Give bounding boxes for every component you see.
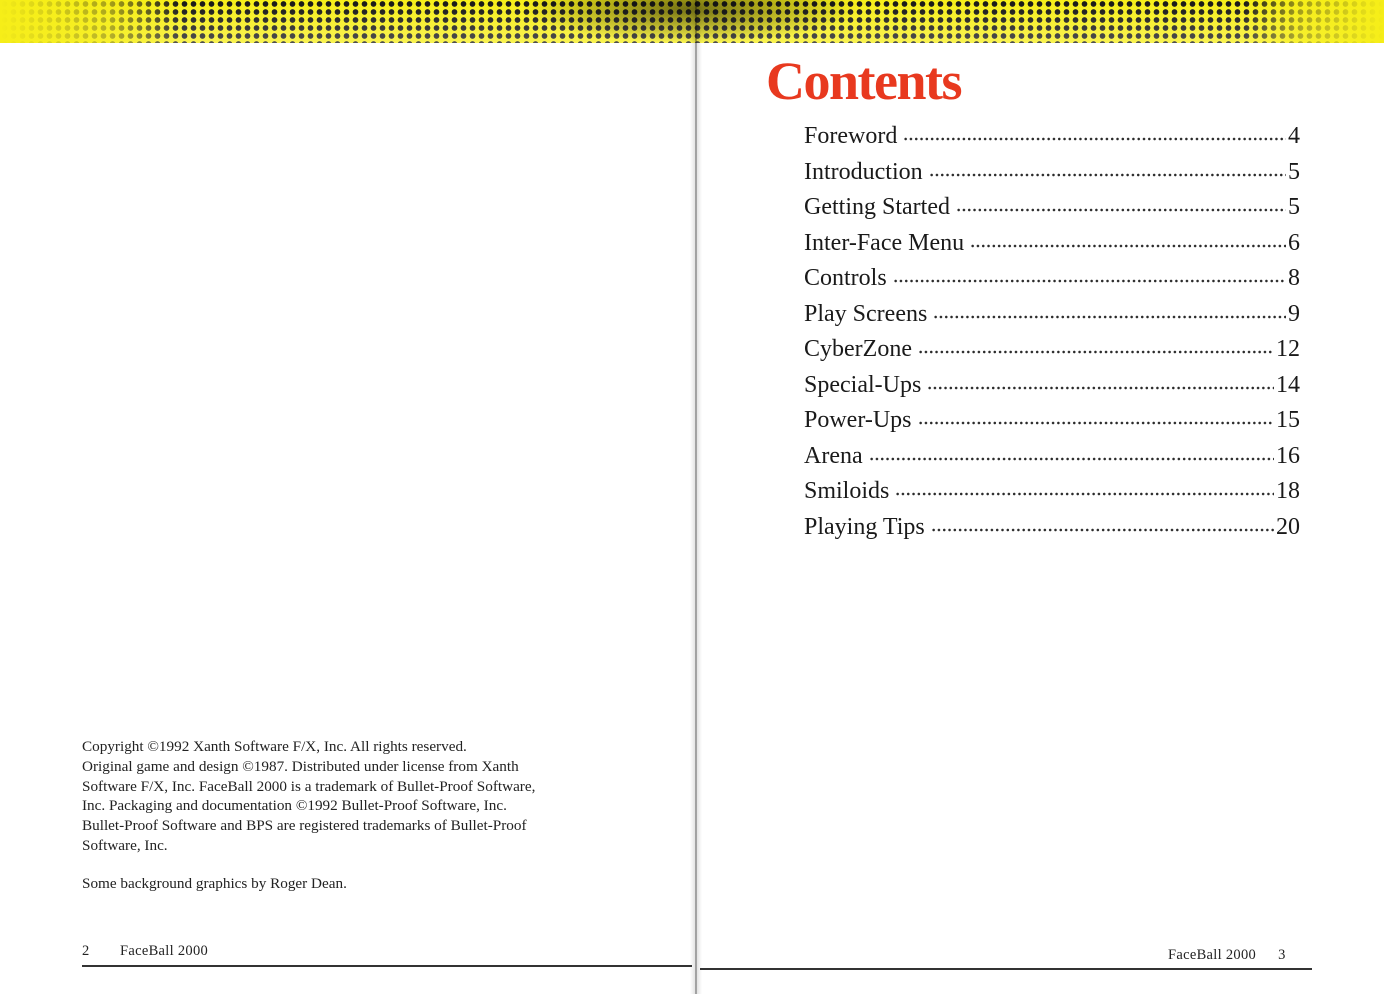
toc-entry[interactable] [804, 301, 1300, 337]
toc-entry[interactable] [804, 265, 1300, 301]
toc-entry[interactable] [804, 443, 1300, 479]
toc-page-number: 5 [1288, 194, 1300, 220]
dot-leader [956, 207, 1286, 213]
copyright-line: Inc. Packaging and documentation ©1992 Bullet-Proof Software, Inc. [82, 797, 507, 815]
toc-entry[interactable] [804, 372, 1300, 408]
toc-label: Play Screens [804, 300, 928, 327]
graphics-credit: Some background graphics by Roger Dean. [82, 875, 347, 892]
footer-rule [82, 965, 692, 967]
toc-page-number: 6 [1288, 229, 1300, 256]
dot-leader [895, 491, 1274, 497]
footer-title: FaceBall 2000 [120, 943, 209, 959]
page-number: 3 [1278, 947, 1286, 963]
toc-entry[interactable] [804, 336, 1300, 372]
toc-label: Arena [804, 442, 863, 469]
toc-label: Foreword [804, 123, 898, 149]
toc-page-number: 5 [1288, 158, 1300, 185]
toc-entry[interactable] [804, 230, 1300, 266]
toc-label: Smiloids [804, 478, 890, 504]
footer-rule [700, 968, 1312, 970]
dot-leader [869, 456, 1274, 462]
dot-leader [970, 243, 1286, 249]
copyright-line: Copyright ©1992 Xanth Software F/X, Inc. All rights reserved. [82, 738, 467, 755]
dot-leader [931, 527, 1274, 533]
left-page [0, 43, 692, 994]
dot-leader [927, 385, 1274, 391]
copyright-line: Software, Inc. [82, 836, 168, 854]
right-page [700, 43, 1384, 994]
toc-page-number: 20 [1276, 513, 1300, 540]
table-of-contents [804, 123, 1300, 549]
dot-leader [893, 278, 1286, 284]
toc-entry[interactable] [804, 514, 1300, 550]
banner-fade-left [0, 0, 180, 43]
toc-label: Getting Started [804, 194, 950, 220]
toc-page-number: 8 [1288, 265, 1300, 291]
dot-leader [918, 420, 1274, 426]
dot-leader [918, 349, 1274, 355]
toc-page-number: 14 [1276, 371, 1300, 398]
footer-title: FaceBall 2000 [1168, 947, 1257, 963]
toc-entry[interactable] [804, 159, 1300, 195]
right-footer [1168, 947, 1286, 964]
copyright-block [82, 737, 622, 856]
toc-entry[interactable] [804, 123, 1300, 159]
banner-fade-right [1244, 0, 1384, 43]
toc-label: Inter-Face Menu [804, 229, 965, 256]
toc-page-number: 9 [1288, 300, 1300, 327]
toc-page-number: 12 [1276, 336, 1300, 362]
toc-page-number: 15 [1276, 407, 1300, 433]
dot-leader [903, 136, 1286, 142]
toc-label: Introduction [804, 158, 923, 185]
toc-entry[interactable] [804, 407, 1300, 443]
toc-page-number: 4 [1288, 123, 1300, 149]
left-footer [82, 943, 692, 960]
toc-label: Controls [804, 265, 887, 291]
toc-label: Playing Tips [804, 513, 925, 540]
toc-page-number: 16 [1276, 442, 1300, 469]
toc-page-number: 18 [1276, 478, 1300, 504]
toc-label: CyberZone [804, 336, 912, 362]
dot-leader [929, 172, 1286, 178]
toc-label: Special-Ups [804, 371, 922, 398]
page-number: 2 [82, 943, 90, 959]
dot-leader [933, 314, 1286, 320]
page-title: Contents [766, 51, 962, 111]
copyright-line: Original game and design ©1987. Distributed under license from Xanth [82, 757, 519, 775]
toc-entry[interactable] [804, 194, 1300, 230]
toc-label: Power-Ups [804, 407, 912, 433]
copyright-line: Bullet-Proof Software and BPS are registered trademarks of Bullet-Proof [82, 817, 527, 835]
toc-entry[interactable] [804, 478, 1300, 514]
copyright-line: Software F/X, Inc. FaceBall 2000 is a trademark of Bullet-Proof Software, [82, 777, 536, 795]
